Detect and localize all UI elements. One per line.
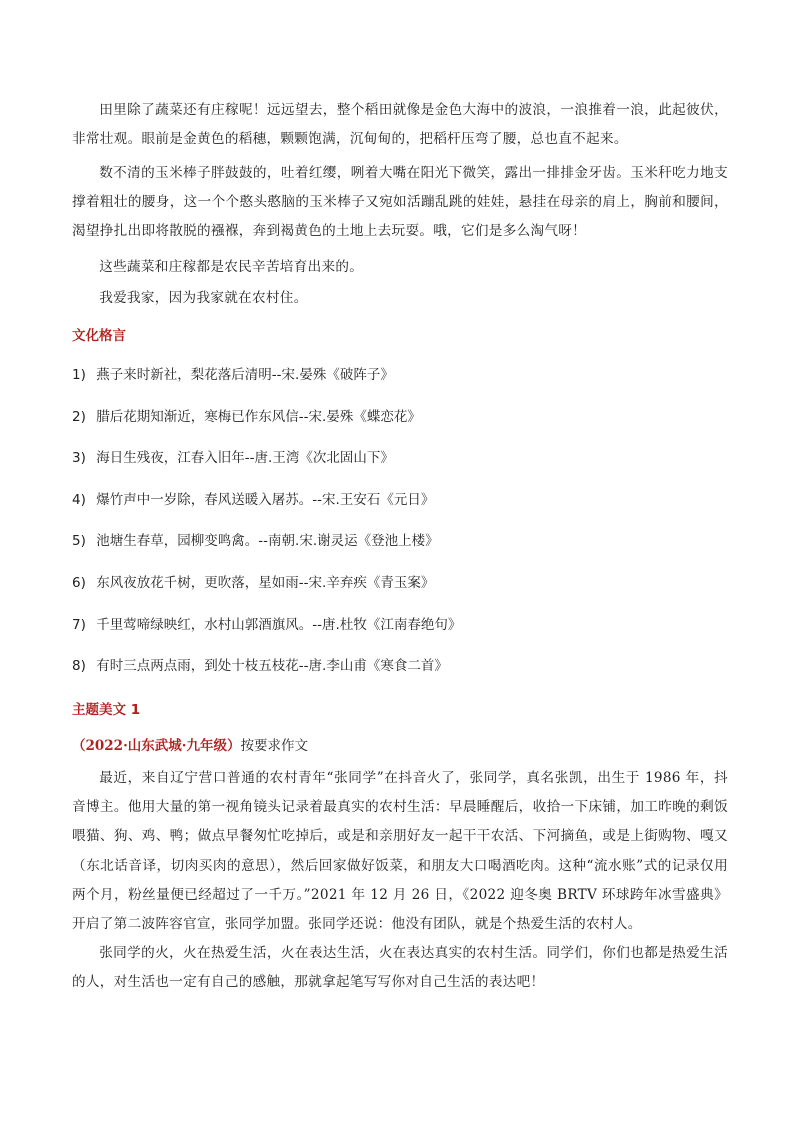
- list-item: [72, 572, 732, 614]
- list-item: [72, 364, 732, 406]
- exam-source: （2022·山东武城·九年级）: [72, 738, 241, 754]
- list-item: [72, 614, 732, 656]
- quote-number: 5): [72, 533, 86, 550]
- quote-number: 8): [72, 658, 86, 675]
- list-item: [72, 406, 732, 448]
- section-heading-essay: 主题美文 1: [72, 702, 141, 718]
- quote-text: 千里莺啼绿映红，水村山郭酒旗风。--唐.杜牧《江南春绝句》: [96, 616, 462, 633]
- prompt-instruction: 按要求作文: [240, 738, 308, 754]
- essay-paragraph-2: 数不清的玉米棒子胖鼓鼓的，吐着红缨，咧着大嘴在阳光下微笑，露出一排排金牙齿。玉米秆吃力地支撑着粗壮的腰身，这一个个憨头憨脑的玉米棒子又宛如活蹦乱跳的娃娃，悬挂在母亲的肩上，胸前和腰间，渴望挣扎出即将散脱的襁褓，奔到褐黄色的土地上去玩耍。哦，它们是多么淘气呀！: [72, 165, 728, 239]
- quote-number: 3): [72, 450, 86, 467]
- prompt-paragraph-1: 最近，来自辽宁营口普通的农村青年“张同学”在抖音火了，张同学，真名张凯，出生于 1986 年，抖音博主。他用大量的第一视角镜头记录着最真实的农村生活：早晨睡醒后，收拾一下床铺，加工昨晚的剩饭喂猫、狗、鸡、鸭；做点早餐匆忙吃掉后，或是和亲朋好友一起干干农活、下河摘鱼，或是上街购物、嘎又（东北话音译，切肉买肉的意思），然后回家做好饭菜，和朋友大口喝酒吃肉。这种“流水账”式的记录仅用两个月，粉丝量便已经超过了一千万。”2021 年 12 月 26 日，《2022 迎冬奥 BRTV 环球跨年冰雪盛典》开启了第二波阵容官宣，张同学加盟。张同学还说：他没有团队，就是个热爱生活的农村人。: [72, 770, 728, 933]
- quote-text: 池塘生春草，园柳变鸣禽。--南朝.宋.谢灵运《登池上楼》: [96, 533, 439, 550]
- quote-text: 海日生残夜，江春入旧年--唐.王湾《次北固山下》: [96, 450, 394, 467]
- prompt-paragraph-2: 张同学的火，火在热爱生活，火在表达生活，火在表达真实的农村生活。同学们，你们也都是热爱生活的人，对生活也一定有自己的感触，那就拿起笔写写你对自己生活的表达吧！: [72, 945, 728, 991]
- quote-number: 7): [72, 616, 86, 633]
- quote-number: 4): [72, 491, 86, 508]
- list-item: [72, 489, 732, 531]
- list-item: [72, 655, 732, 697]
- quote-text: 有时三点两点雨，到处十枝五枝花--唐.李山甫《寒食二首》: [96, 658, 448, 675]
- quote-text: 腊后花期知渐近，寒梅已作东风信--宋.晏殊《蝶恋花》: [96, 408, 421, 425]
- quote-text: 东风夜放花千树，更吹落，星如雨--宋.辛弃疾《青玉案》: [96, 574, 435, 591]
- quote-list: [72, 364, 732, 697]
- essay-paragraph-3: 这些蔬菜和庄稼都是农民辛苦培育出来的。: [99, 259, 364, 275]
- essay-paragraph-4: 我爱我家，因为我家就在农村住。: [99, 290, 308, 306]
- essay-paragraph-1: 田里除了蔬菜还有庄稼呢！远远望去，整个稻田就像是金色大海中的波浪，一浪推着一浪，此起彼伏，非常壮观。眼前是金黄色的稻穗，颗颗饱满，沉甸甸的，把稻杆压弯了腰，总也直不起来。: [72, 102, 728, 147]
- list-item: [72, 447, 732, 489]
- section-heading-quotes: 文化格言: [72, 328, 126, 344]
- quote-number: 1): [72, 367, 86, 383]
- prompt-body: [72, 764, 728, 998]
- quote-number: 2): [72, 408, 86, 425]
- quote-text: 燕子来时新社，梨花落后清明--宋.晏殊《破阵子》: [96, 367, 394, 383]
- quote-text: 爆竹声中一岁除，春风送暖入屠苏。--宋.王安石《元日》: [96, 491, 435, 508]
- quote-number: 6): [72, 574, 86, 591]
- list-item: [72, 530, 732, 572]
- essay-prompt: [72, 736, 308, 756]
